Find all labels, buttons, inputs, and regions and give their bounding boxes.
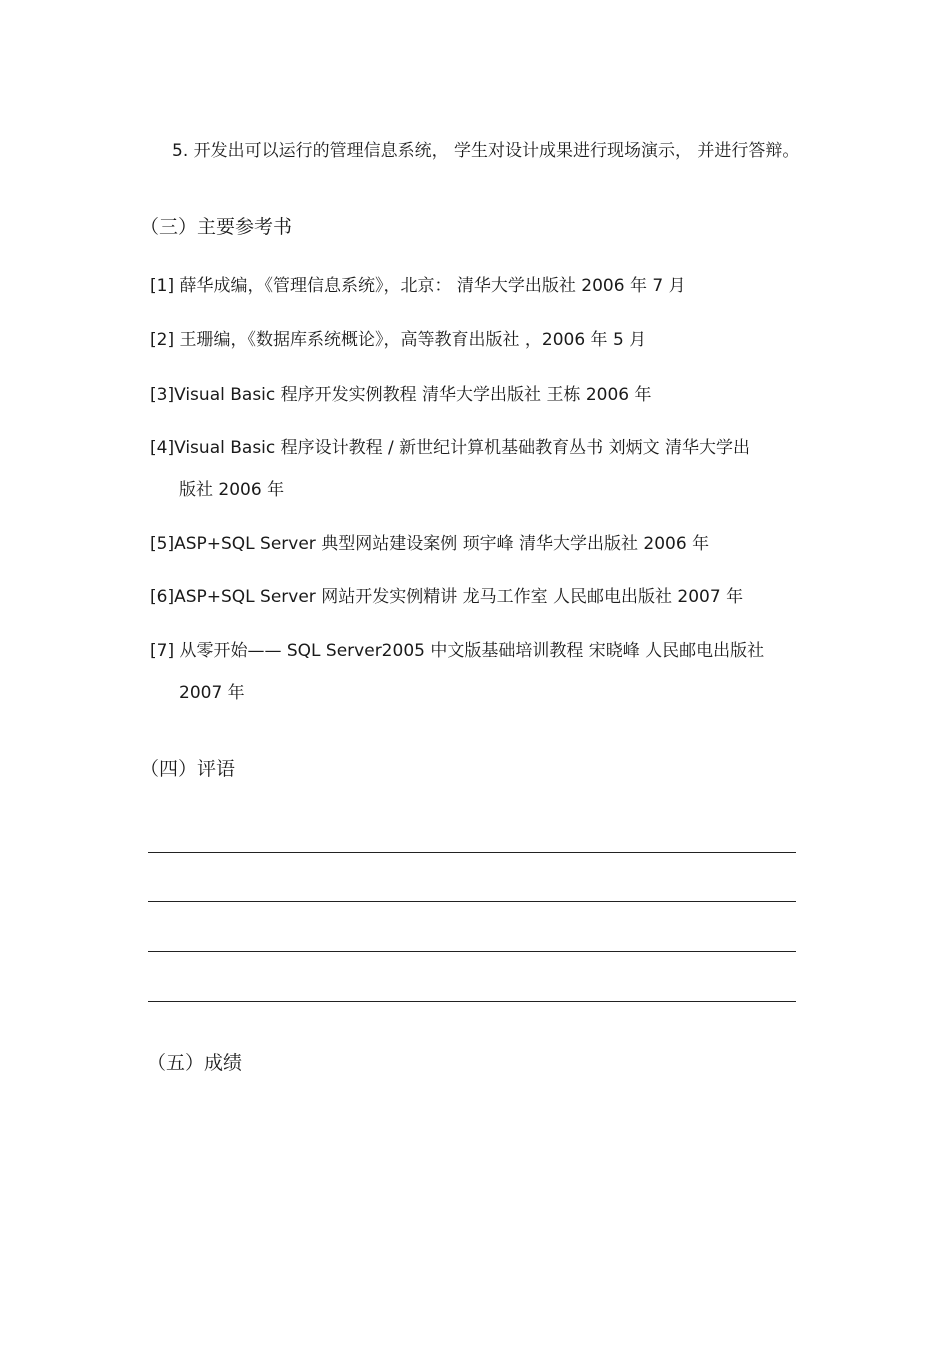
- section-title-comments: （四）评语: [140, 758, 236, 780]
- reference-4-continued: 版社 2006 年: [179, 480, 285, 500]
- section-title-grade: （五）成绩: [147, 1052, 243, 1074]
- reference-7: [7] 从零开始—— SQL Server2005 中文版基础培训教程 宋晓峰 人民邮电出版社: [150, 641, 765, 661]
- reference-7-continued: 2007 年: [179, 683, 245, 703]
- reference-5: [5]ASP+SQL Server 典型网站建设案例 顼宇峰 清华大学出版社 2006 年: [150, 534, 710, 554]
- comment-line-2: [148, 901, 796, 902]
- section-title-references: （三）主要参考书: [140, 216, 293, 238]
- comment-line-1: [148, 852, 796, 853]
- comment-line-4: [148, 1001, 796, 1002]
- comment-line-3: [148, 951, 796, 952]
- reference-2: [2] 王珊编，《数据库系统概论》，高等教育出版社 ，2006 年 5 月: [150, 330, 647, 350]
- reference-4: [4]Visual Basic 程序设计教程 / 新世纪计算机基础教育丛书 刘炳文 清华大学出: [150, 438, 750, 458]
- reference-3: [3]Visual Basic 程序开发实例教程 清华大学出版社 王栋 2006 年: [150, 385, 652, 405]
- reference-1: [1] 薛华成编，《管理信息系统》，北京： 清华大学出版社 2006 年 7 月: [150, 276, 686, 296]
- requirement-item-5: 5. 开发出可以运行的管理信息系统， 学生对设计成果进行现场演示， 并进行答辩。: [172, 141, 800, 161]
- reference-6: [6]ASP+SQL Server 网站开发实例精讲 龙马工作室 人民邮电出版社 2007 年: [150, 587, 744, 607]
